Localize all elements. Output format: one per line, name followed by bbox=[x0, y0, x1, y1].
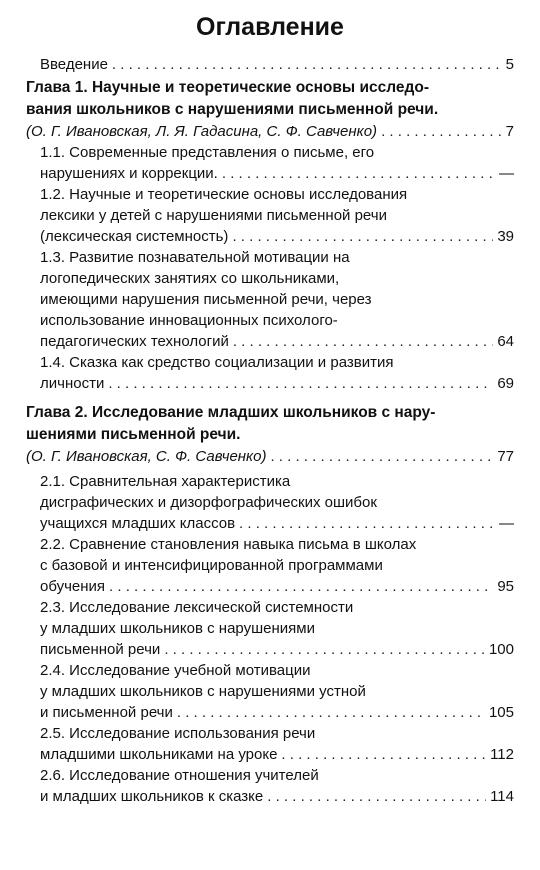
section-title-line: имеющими нарушения письменной речи, через bbox=[40, 291, 372, 308]
toc-page-number: 69 bbox=[497, 375, 514, 392]
toc-page-number: 105 bbox=[488, 704, 514, 721]
section-title-line: личности bbox=[40, 375, 105, 392]
section-title-line: лексики у детей с нарушениями письменной речи bbox=[40, 207, 387, 224]
toc-page-number: 64 bbox=[497, 333, 514, 350]
section-title-line: 1.4. Сказка как средство социализации и развития bbox=[40, 354, 394, 371]
chapter-1-sections bbox=[26, 142, 514, 394]
section-title-line: младшими школьниками на уроке bbox=[40, 746, 278, 763]
section-title-line: дисграфических и дизорфографических ошибок bbox=[40, 494, 377, 511]
dot-leader bbox=[222, 163, 495, 184]
dot-leader bbox=[381, 121, 502, 142]
chapter-2 bbox=[26, 402, 514, 807]
dot-leader bbox=[270, 446, 493, 467]
dot-leader bbox=[233, 331, 493, 352]
section-title-line: учащихся младших классов bbox=[40, 515, 236, 532]
chapter-heading: Глава 2. Исследование младших школьников с нару- bbox=[26, 404, 436, 421]
section-title-line: 1.1. Современные представления о письме, его bbox=[40, 144, 375, 161]
section-last-line bbox=[40, 163, 514, 184]
toc-page-number: — bbox=[499, 515, 514, 532]
section-title-line: 2.4. Исследование учебной мотивации bbox=[40, 662, 311, 679]
toc-page-number: 5 bbox=[505, 56, 514, 73]
toc-section bbox=[40, 471, 514, 534]
chapter-authors: (О. Г. Ивановская, С. Ф. Савченко) bbox=[26, 448, 267, 465]
section-title-line: использование инновационных психолого- bbox=[40, 312, 338, 329]
section-title-line: с базовой и интенсифицированной программами bbox=[40, 557, 383, 574]
section-last-line bbox=[40, 226, 514, 247]
toc-section bbox=[40, 142, 514, 184]
section-title-line: 2.2. Сравнение становления навыка письма в школах bbox=[40, 536, 417, 553]
section-title-line: письменной речи bbox=[40, 641, 161, 658]
dot-leader bbox=[232, 226, 493, 247]
section-title-line: и младших школьников к сказке bbox=[40, 788, 264, 805]
toc-section bbox=[40, 534, 514, 597]
table-of-contents bbox=[26, 54, 514, 807]
section-last-line bbox=[40, 639, 514, 660]
dot-leader bbox=[164, 639, 485, 660]
dot-leader bbox=[109, 576, 493, 597]
section-title-line: и письменной речи bbox=[40, 704, 173, 721]
toc-section bbox=[40, 184, 514, 247]
section-title-line: 1.3. Развитие познавательной мотивации на bbox=[40, 249, 350, 266]
toc-section bbox=[40, 765, 514, 807]
chapter-heading: шениями письменной речи. bbox=[26, 426, 241, 443]
chapter-authors: (О. Г. Ивановская, Л. Я. Гадасина, С. Ф. Савченко) bbox=[26, 123, 378, 140]
section-title-line: у младших школьников с нарушениями bbox=[40, 620, 315, 637]
dot-leader bbox=[239, 513, 495, 534]
chapter-heading: вания школьников с нарушениями письменной речи. bbox=[26, 101, 439, 118]
section-last-line bbox=[40, 373, 514, 394]
section-title-line: 2.1. Сравнительная характеристика bbox=[40, 473, 291, 490]
toc-page-number: 39 bbox=[497, 228, 514, 245]
chapter-2-sections bbox=[26, 471, 514, 807]
toc-section bbox=[40, 352, 514, 394]
toc-section bbox=[40, 247, 514, 352]
toc-page-number: 77 bbox=[497, 448, 514, 465]
toc-entry-label: Введение bbox=[40, 56, 108, 73]
section-title-line: 1.2. Научные и теоретические основы исследования bbox=[40, 186, 408, 203]
dot-leader bbox=[267, 786, 486, 807]
dot-leader bbox=[177, 702, 485, 723]
section-title-line: (лексическая системность) bbox=[40, 228, 229, 245]
chapter-authors-line bbox=[26, 121, 514, 142]
section-title-line: обучения bbox=[40, 578, 106, 595]
toc-page-number: 95 bbox=[497, 578, 514, 595]
dot-leader bbox=[281, 744, 486, 765]
section-title-line: у младших школьников с нарушениями устной bbox=[40, 683, 366, 700]
dot-leader bbox=[108, 373, 493, 394]
section-last-line bbox=[40, 744, 514, 765]
section-title-line: логопедических занятиях со школьниками, bbox=[40, 270, 340, 287]
chapter-1 bbox=[26, 77, 514, 394]
section-last-line bbox=[40, 513, 514, 534]
toc-section bbox=[40, 597, 514, 660]
section-title-line: педагогических технологий bbox=[40, 333, 229, 350]
chapter-authors-line bbox=[26, 446, 514, 467]
toc-page-number: — bbox=[499, 165, 514, 182]
toc-page-number: 114 bbox=[490, 788, 514, 805]
toc-section bbox=[40, 723, 514, 765]
section-last-line bbox=[40, 576, 514, 597]
section-title-line: нарушениях и коррекции. bbox=[40, 165, 218, 182]
section-last-line bbox=[40, 331, 514, 352]
chapter-heading: Глава 1. Научные и теоретические основы исследо- bbox=[26, 79, 429, 96]
dot-leader bbox=[112, 54, 502, 75]
page-title: Оглавление bbox=[196, 13, 344, 41]
section-last-line bbox=[40, 786, 514, 807]
toc-entry-intro bbox=[26, 54, 514, 75]
toc-page-number: 7 bbox=[505, 123, 514, 140]
toc-page-number: 112 bbox=[490, 746, 514, 763]
section-title-line: 2.6. Исследование отношения учителей bbox=[40, 767, 319, 784]
section-title-line: 2.5. Исследование использования речи bbox=[40, 725, 316, 742]
toc-section bbox=[40, 660, 514, 723]
toc-page-number: 100 bbox=[488, 641, 514, 658]
section-title-line: 2.3. Исследование лексической системности bbox=[40, 599, 354, 616]
section-last-line bbox=[40, 702, 514, 723]
